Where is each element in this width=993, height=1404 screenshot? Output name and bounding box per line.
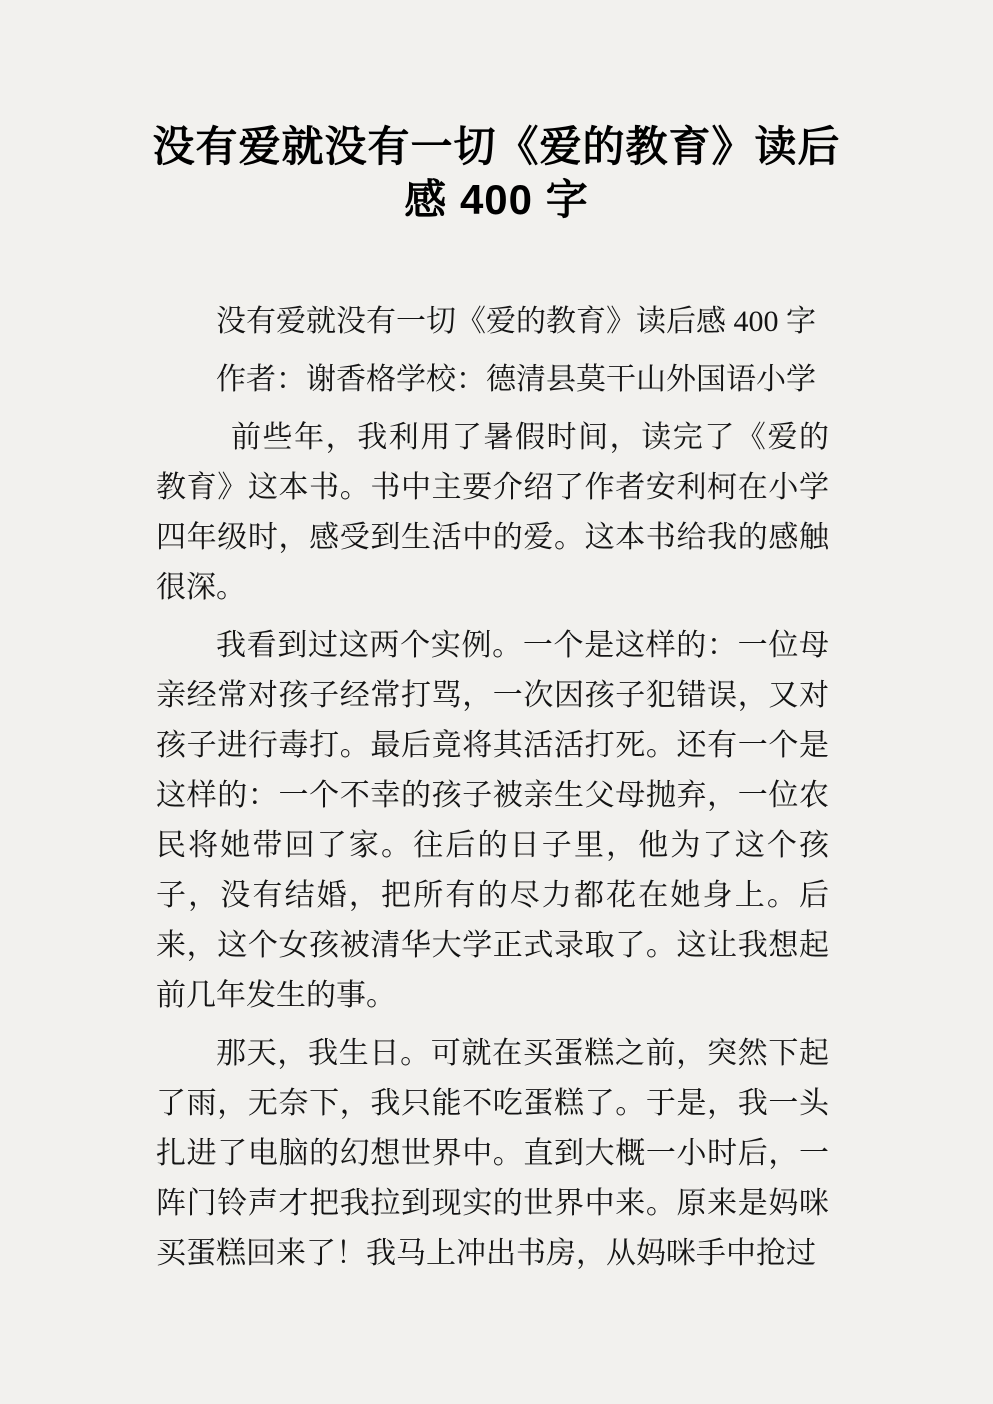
paragraph-examples: 我看到过这两个实例。一个是这样的：一位母亲经常对孩子经常打骂，一次因孩子犯错误，又对孩子进行毒打。最后竟将其活活打死。还有一个是这样的：一个不幸的孩子被亲生父母抛弃，一位农民将她带回了家。往后的日子里，他为了这个孩子，没有结婚，把所有的尽力都花在她身上。后来，这个女孩被清华大学正式录取了。这让我想起前几年发生的事。 <box>156 629 829 1012</box>
byline: 作者：谢香格学校：德清县莫干山外国语小学 <box>216 363 816 396</box>
page-title-line-1: 没有爱就没有一切《爱的教育》读后 <box>152 123 841 170</box>
paragraph-birthday: 那天，我生日。可就在买蛋糕之前，突然下起了雨，无奈下，我只能不吃蛋糕了。于是，我一头扎进了电脑的幻想世界中。直到大概一小时后，一阵门铃声才把我拉到现实的世界中来。原来是妈咪买蛋糕回来了！我马上冲出书房，从妈咪手中抢过 <box>156 1037 829 1270</box>
body-title-line: 没有爱就没有一切《爱的教育》读后感 400 字 <box>216 305 816 338</box>
paragraph-intro: 前些年，我利用了暑假时间，读完了《爱的教育》这本书。书中主要介绍了作者安利柯在小学四年级时，感受到生活中的爱。这本书给我的感触很深。 <box>156 421 829 604</box>
page-title-line-2: 感 400 字 <box>404 176 589 223</box>
document-body <box>156 297 829 1279</box>
page-title <box>117 0 877 226</box>
